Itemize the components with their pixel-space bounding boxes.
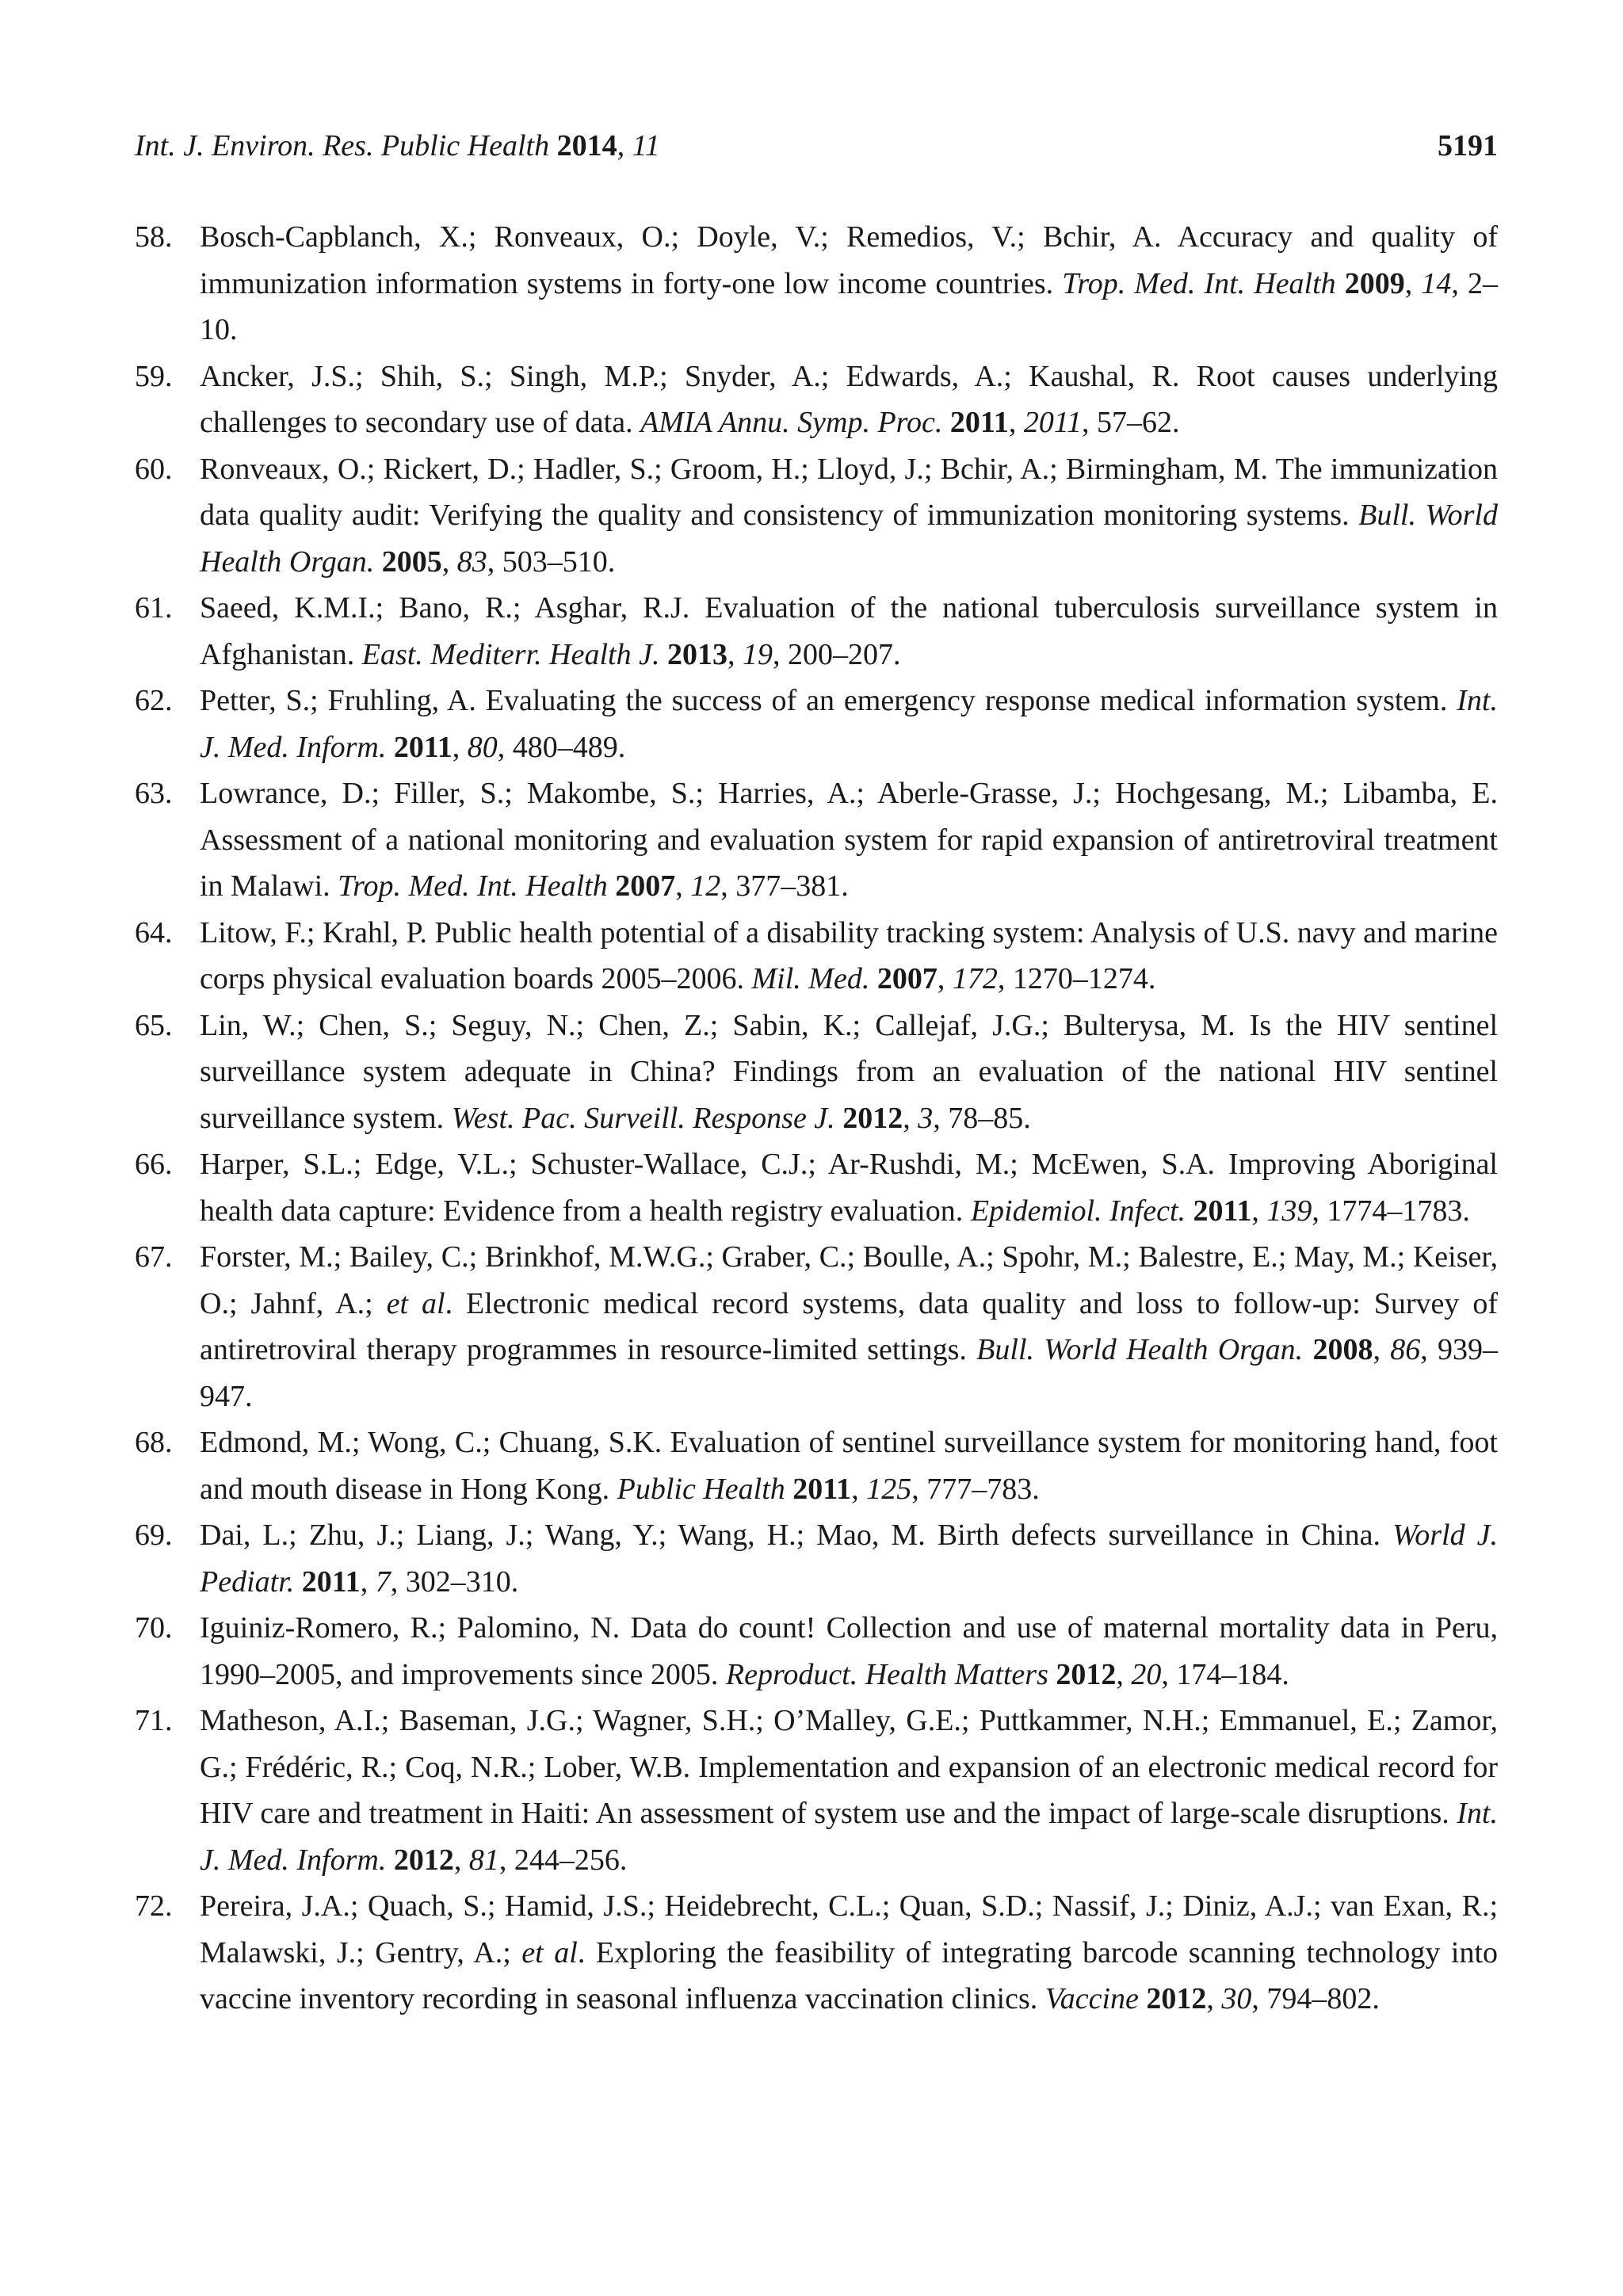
reference-item: 69. Dai, L.; Zhu, J.; Liang, J.; Wang, Y.; Wang, H.; Mao, M. Birth defects surveillance in China. World J. Pediatr. 2011, 7, 302–310. xyxy=(135,1512,1498,1605)
reference-text-continued: . Exploring the feasibility of integrating barcode scanning technology into vaccine inventory recording in seasonal influenza vaccination clinics. xyxy=(200,1935,1499,2015)
reference-year: 2011 xyxy=(1193,1194,1252,1228)
reference-number: 72. xyxy=(135,1889,173,1923)
reference-volume: 7 xyxy=(375,1564,391,1599)
reference-pages: 939–947. xyxy=(200,1333,1499,1413)
reference-number: 71. xyxy=(135,1704,173,1737)
reference-number: 68. xyxy=(135,1426,173,1459)
reference-volume: 80 xyxy=(467,730,498,764)
reference-item: 67. Forster, M.; Bailey, C.; Brinkhof, M.W.G.; Graber, C.; Boulle, A.; Spohr, M.; Balestre, E.; May, M.; Keiser, O.; Jahnf, A.; et al. Electronic medical record systems, data quality and loss to follow-up: Survey of antiretroviral therapy programmes in resource-limited settings. Bull. World Health Organ. 2008, 86, 939–947. xyxy=(135,1234,1498,1419)
reference-item: 62. Petter, S.; Fruhling, A. Evaluating the success of an emergency response medical information system. Int. J. Med. Inform. 2011, 80, 480–489. xyxy=(135,678,1498,770)
reference-year: 2011 xyxy=(792,1472,852,1506)
page-header xyxy=(135,125,1498,166)
reference-pages: 377–381. xyxy=(735,869,849,903)
reference-item: 65. Lin, W.; Chen, S.; Seguy, N.; Chen, Z.; Sabin, K.; Callejaf, J.G.; Bulterysa, M. Is the HIV sentinel surveillance system adequate in China? Findings from an evaluation of the national HIV sentinel surveillance system. West. Pac. Surveill. Response J. 2012, 3, 78–85. xyxy=(135,1003,1498,1142)
journal-year: 2014 xyxy=(556,129,617,162)
reference-volume: 12 xyxy=(690,869,721,903)
reference-volume: 14 xyxy=(1421,266,1452,300)
reference-et-al: et al xyxy=(521,1935,578,1969)
reference-journal: Vaccine xyxy=(1044,1982,1139,2015)
reference-journal: Epidemiol. Infect. xyxy=(970,1194,1186,1228)
reference-number: 60. xyxy=(135,452,173,486)
reference-pages: 480–489. xyxy=(512,730,626,764)
reference-text: Forster, M.; Bailey, C.; Brinkhof, M.W.G.; Graber, C.; Boulle, A.; Spohr, M.; Balestre, E.; May, M.; Keiser, O.; Jahnf, A.; xyxy=(200,1240,1498,1320)
reference-year: 2011 xyxy=(301,1564,361,1599)
reference-text: Lin, W.; Chen, S.; Seguy, N.; Chen, Z.; Sabin, K.; Callejaf, J.G.; Bulterysa, M. Is the HIV sentinel surveillance system adequate in China? Findings from an evaluation of the national HIV sentinel surveillance system. xyxy=(200,1008,1498,1135)
reference-volume: 125 xyxy=(866,1472,912,1506)
reference-journal: World J. Pediatr. xyxy=(200,1519,1499,1599)
reference-item: 70. Iguiniz-Romero, R.; Palomino, N. Data do count! Collection and use of maternal mortality data in Peru, 1990–2005, and improvements since 2005. Reproduct. Health Matters 2012, 20, 174–184. xyxy=(135,1605,1498,1698)
reference-item: 64. Litow, F.; Krahl, P. Public health potential of a disability tracking system: Analysis of U.S. navy and marine corps physical evaluation boards 2005–2006. Mil. Med. 2007, 172, 1270–1274. xyxy=(135,910,1498,1003)
reference-text: Saeed, K.M.I.; Bano, R.; Asghar, R.J. Evaluation of the national tuberculosis surveillance system in Afghanistan. xyxy=(200,591,1498,671)
reference-pages: 1270–1274. xyxy=(1012,962,1156,995)
reference-journal: Mil. Med. xyxy=(751,962,870,995)
reference-year: 2011 xyxy=(949,406,1009,439)
reference-year: 2005 xyxy=(381,544,442,579)
reference-pages: 174–184. xyxy=(1176,1657,1289,1691)
reference-item: 58. Bosch-Capblanch, X.; Ronveaux, O.; Doyle, V.; Remedios, V.; Bchir, A. Accuracy and quality of immunization information systems in forty-one low income countries. Trop. Med. Int. Health 2009, 14, 2–10. xyxy=(135,214,1498,353)
reference-pages: 302–310. xyxy=(405,1564,519,1599)
reference-text: Dai, L.; Zhu, J.; Liang, J.; Wang, Y.; Wang, H.; Mao, M. Birth defects surveillance in China. xyxy=(200,1519,1381,1552)
reference-volume: 3 xyxy=(918,1101,934,1135)
reference-number: 64. xyxy=(135,915,173,949)
reference-number: 63. xyxy=(135,777,173,810)
reference-text: Lowrance, D.; Filler, S.; Makombe, S.; Harries, A.; Aberle-Grasse, J.; Hochgesang, M.; Libamba, E. Assessment of a national monitoring and evaluation system for rapid expansion of antiretroviral treatment in Malawi. xyxy=(200,777,1498,903)
reference-volume: 139 xyxy=(1266,1194,1312,1228)
reference-pages: 777–783. xyxy=(926,1472,1040,1506)
reference-item: 72. Pereira, J.A.; Quach, S.; Hamid, J.S.; Heidebrecht, C.L.; Quan, S.D.; Nassif, J.; Diniz, A.J.; van Exan, R.; Malawski, J.; Gentry, A.; et al. Exploring the feasibility of integrating barcode scanning technology into vaccine inventory recording in seasonal influenza vaccination clinics. Vaccine 2012, 30, 794–802. xyxy=(135,1883,1498,2023)
reference-volume: 2011 xyxy=(1023,406,1083,439)
reference-journal: AMIA Annu. Symp. Proc. xyxy=(640,406,943,439)
reference-year: 2008 xyxy=(1312,1333,1373,1366)
reference-number: 70. xyxy=(135,1611,173,1645)
reference-pages: 2–10. xyxy=(200,266,1499,346)
reference-year: 2012 xyxy=(393,1843,454,1877)
reference-text: Ancker, J.S.; Shih, S.; Singh, M.P.; Snyder, A.; Edwards, A.; Kaushal, R. Root causes underlying challenges to secondary use of data. xyxy=(200,359,1498,439)
reference-journal: Bull. World Health Organ. xyxy=(200,499,1498,579)
reference-text: Pereira, J.A.; Quach, S.; Hamid, J.S.; Heidebrecht, C.L.; Quan, S.D.; Nassif, J.; Diniz, A.J.; van Exan, R.; Malawski, J.; Gentry, A.; xyxy=(200,1889,1498,1969)
reference-item: 71. Matheson, A.I.; Baseman, J.G.; Wagner, S.H.; O’Malley, G.E.; Puttkammer, N.H.; Emmanuel, E.; Zamor, G.; Frédéric, R.; Coq, N.R.; Lober, W.B. Implementation and expansion of an electronic medical record for HIV care and treatment in Haiti: An assessment of system use and the impact of large-scale disruptions. Int. J. Med. Inform. 2012, 81, 244–256. xyxy=(135,1698,1498,1883)
reference-year: 2012 xyxy=(842,1101,903,1135)
reference-pages: 57–62. xyxy=(1097,406,1180,439)
reference-number: 61. xyxy=(135,591,173,625)
reference-item: 59. Ancker, J.S.; Shih, S.; Singh, M.P.; Snyder, A.; Edwards, A.; Kaushal, R. Root causes underlying challenges to secondary use of data. AMIA Annu. Symp. Proc. 2011, 2011, 57–62. xyxy=(135,353,1498,446)
reference-journal: Int. J. Med. Inform. xyxy=(200,684,1498,764)
reference-volume: 86 xyxy=(1390,1333,1421,1366)
reference-year: 2012 xyxy=(1146,1982,1207,2015)
reference-journal: Bull. World Health Organ. xyxy=(976,1333,1304,1366)
reference-volume: 172 xyxy=(952,962,998,995)
reference-year: 2007 xyxy=(615,869,676,903)
reference-number: 58. xyxy=(135,220,173,254)
reference-item: 68. Edmond, M.; Wong, C.; Chuang, S.K. Evaluation of sentinel surveillance system for monitoring hand, foot and mouth disease in Hong Kong. Public Health 2011, 125, 777–783. xyxy=(135,1419,1498,1512)
reference-text: Bosch-Capblanch, X.; Ronveaux, O.; Doyle, V.; Remedios, V.; Bchir, A. Accuracy and quality of immunization information systems in forty-one low income countries. xyxy=(200,220,1498,300)
journal-name: Int. J. Environ. Res. Public Health xyxy=(135,129,550,162)
reference-item: 61. Saeed, K.M.I.; Bano, R.; Asghar, R.J. Evaluation of the national tuberculosis surveillance system in Afghanistan. East. Mediterr. Health J. 2013, 19, 200–207. xyxy=(135,585,1498,678)
reference-volume: 83 xyxy=(456,544,487,579)
reference-text: Matheson, A.I.; Baseman, J.G.; Wagner, S.H.; O’Malley, G.E.; Puttkammer, N.H.; Emmanuel, E.; Zamor, G.; Frédéric, R.; Coq, N.R.; Lober, W.B. Implementation and expansion of an electronic medical record for HIV care and treatment in Haiti: An assessment of system use and the impact of large-scale disruptions. xyxy=(200,1704,1498,1830)
reference-text: Petter, S.; Fruhling, A. Evaluating the success of an emergency response medical information system. xyxy=(200,684,1448,717)
reference-number: 62. xyxy=(135,684,173,717)
reference-number: 65. xyxy=(135,1008,173,1042)
reference-number: 67. xyxy=(135,1240,173,1274)
reference-pages: 78–85. xyxy=(948,1101,1031,1135)
reference-text: Edmond, M.; Wong, C.; Chuang, S.K. Evaluation of sentinel surveillance system for monitoring hand, foot and mouth disease in Hong Kong. xyxy=(200,1426,1498,1506)
running-head: Int. J. Environ. Res. Public Health 2014, 11 xyxy=(135,129,660,162)
reference-et-al: et al xyxy=(386,1286,445,1320)
reference-volume: 20 xyxy=(1131,1657,1162,1691)
reference-journal: Reproduct. Health Matters xyxy=(725,1657,1048,1691)
reference-pages: 244–256. xyxy=(514,1843,628,1877)
reference-volume: 81 xyxy=(468,1843,499,1877)
reference-journal: West. Pac. Surveill. Response J. xyxy=(451,1101,835,1135)
reference-list xyxy=(135,214,1498,2023)
reference-year: 2007 xyxy=(876,962,938,995)
reference-year: 2012 xyxy=(1056,1657,1117,1691)
reference-year: 2011 xyxy=(393,730,453,764)
reference-volume: 30 xyxy=(1221,1982,1252,2015)
reference-item: 63. Lowrance, D.; Filler, S.; Makombe, S.; Harries, A.; Aberle-Grasse, J.; Hochgesang, M.; Libamba, E. Assessment of a national monitoring and evaluation system for rapid expansion of antiretroviral treatment in Malawi. Trop. Med. Int. Health 2007, 12, 377–381. xyxy=(135,770,1498,910)
reference-text: Harper, S.L.; Edge, V.L.; Schuster-Wallace, C.J.; Ar-Rushdi, M.; McEwen, S.A. Improving Aboriginal health data capture: Evidence from a health registry evaluation. xyxy=(200,1148,1498,1228)
reference-journal: Public Health xyxy=(617,1472,785,1506)
reference-text: Iguiniz-Romero, R.; Palomino, N. Data do count! Collection and use of maternal mortality data in Peru, 1990–2005, and improvements since 2005. xyxy=(200,1611,1498,1691)
reference-journal: East. Mediterr. Health J. xyxy=(361,637,660,671)
reference-pages: 503–510. xyxy=(502,544,616,579)
reference-item: 66. Harper, S.L.; Edge, V.L.; Schuster-Wallace, C.J.; Ar-Rushdi, M.; McEwen, S.A. Improving Aboriginal health data capture: Evidence from a health registry evaluation. Epidemiol. Infect. 2011, 139, 1774–1783. xyxy=(135,1141,1498,1234)
journal-volume: 11 xyxy=(632,129,660,162)
reference-text-continued: . Electronic medical record systems, data quality and loss to follow-up: Survey of antiretroviral therapy programmes in resource-limited settings. xyxy=(200,1286,1499,1366)
reference-journal: Int. J. Med. Inform. xyxy=(200,1797,1498,1877)
reference-volume: 19 xyxy=(742,637,773,671)
reference-pages: 200–207. xyxy=(787,637,901,671)
reference-pages: 1774–1783. xyxy=(1327,1194,1470,1228)
reference-number: 59. xyxy=(135,359,173,393)
reference-year: 2013 xyxy=(666,637,727,671)
reference-pages: 794–802. xyxy=(1266,1982,1380,2015)
reference-text: Litow, F.; Krahl, P. Public health potential of a disability tracking system: Analysis of U.S. navy and marine corps physical evaluation boards 2005–2006. xyxy=(200,915,1498,995)
reference-number: 66. xyxy=(135,1148,173,1181)
reference-text: Ronveaux, O.; Rickert, D.; Hadler, S.; Groom, H.; Lloyd, J.; Bchir, A.; Birmingham, M. The immunization data quality audit: Verifying the quality and consistency of immunization monitoring systems. xyxy=(200,452,1498,532)
reference-item: 60. Ronveaux, O.; Rickert, D.; Hadler, S.; Groom, H.; Lloyd, J.; Bchir, A.; Birmingham, M. The immunization data quality audit: Verifying the quality and consistency of immunization monitoring systems. Bull. World Health Organ. 2005, 83, 503–510. xyxy=(135,446,1498,586)
reference-number: 69. xyxy=(135,1519,173,1552)
reference-journal: Trop. Med. Int. Health xyxy=(1062,266,1336,300)
reference-journal: Trop. Med. Int. Health xyxy=(338,869,608,903)
page-number: 5191 xyxy=(1438,129,1498,162)
reference-year: 2009 xyxy=(1344,266,1405,300)
